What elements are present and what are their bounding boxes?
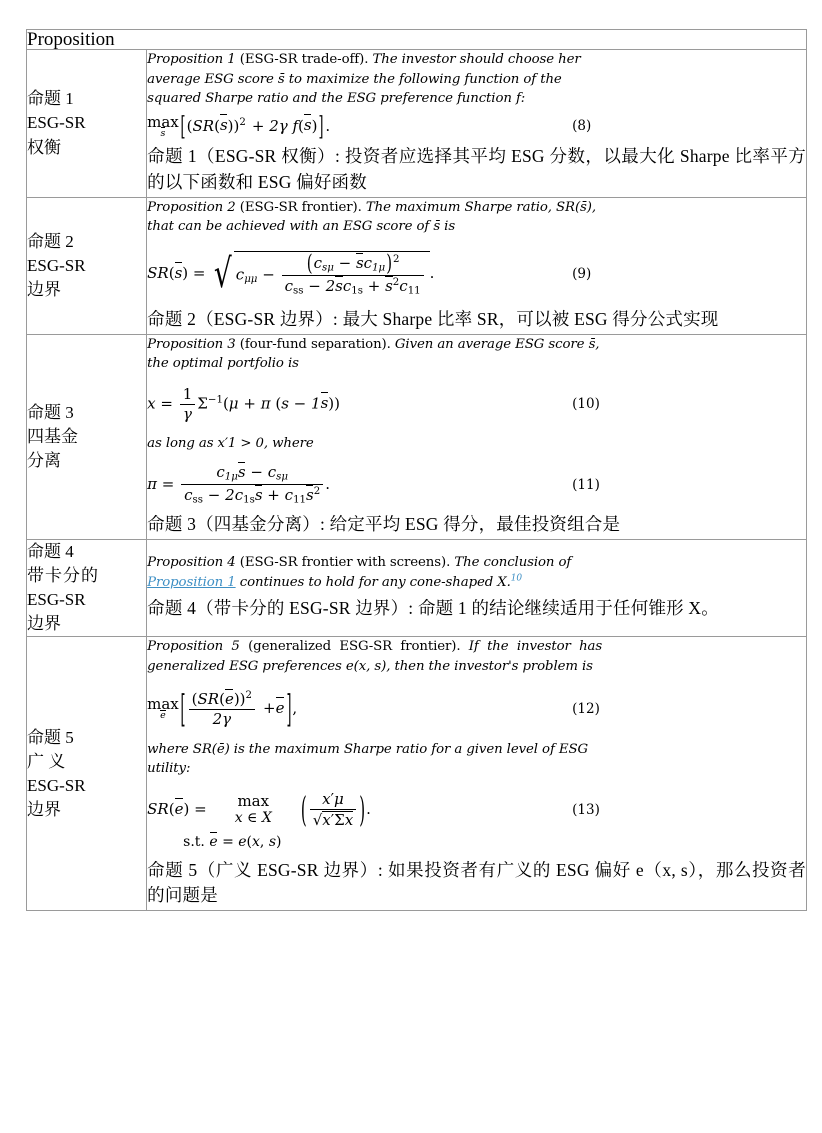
proposition-3-title: Proposition 3: [147, 336, 236, 352]
equation-11-number: (11): [572, 476, 600, 493]
proposition-5-statement: [147, 637, 602, 676]
equation-9-row: [147, 251, 806, 297]
equation-9-number: (9): [572, 265, 592, 282]
equation-13-constraint: s.t. e = e(x, s): [183, 833, 282, 850]
label-line: ESG-SR: [27, 590, 86, 610]
label-line: 带卡分的: [27, 566, 100, 585]
proposition-1-title: Proposition 1: [147, 52, 236, 67]
row-body-proposition-2: [147, 197, 807, 334]
proposition-5-title: Proposition 5: [147, 639, 240, 655]
row-label-proposition-3: [27, 334, 147, 539]
proposition-4-translation: 命题 4（带卡分的 ESG-SR 边界）: 命题 1 的结论继续适用于任何锥形 X。: [147, 598, 719, 619]
label-line: 四基金: [27, 426, 78, 446]
proposition-1-translation: 命题 1（ESG-SR 权衡）: 投资者应选择其平均 ESG 分数，以最大化 Sharpe 比率平方的以下函数和 ESG 偏好函数: [147, 146, 806, 192]
proposition-3-paren: (four-fund separation).: [239, 336, 391, 352]
equation-10-number: (10): [572, 396, 600, 413]
label-line: ESG-SR: [27, 113, 86, 133]
proposition-4-text-post: continues to hold for any cone-shaped X.: [235, 574, 511, 590]
label-line: 边界: [27, 800, 61, 819]
table-row: [27, 637, 807, 911]
label-line: 命题 2: [27, 231, 74, 251]
proposition-1-text: The investor should choose her average ESG score s̄ to maximize the following function of the squared Sharpe ratio and the ESG preference function f:: [147, 52, 581, 107]
label-line: 分离: [27, 450, 61, 470]
proposition-1-statement: [147, 50, 602, 109]
table-row: [27, 539, 807, 637]
proposition-2-text: The maximum Sharpe ratio, SR(s̄), that can be achieved with an ESG score of s̄ is: [147, 199, 596, 235]
equation-13-row: [147, 791, 806, 829]
proposition-1-crossref-link[interactable]: Proposition 1: [147, 574, 236, 590]
proposition-4-title: Proposition 4: [147, 555, 236, 571]
row-label-proposition-5: [27, 637, 147, 911]
proposition-5-translation: 命题 5（广义 ESG-SR 边界）: 如果投资者有广义的 ESG 偏好 e（x, s），那么投资者的问题是: [147, 859, 806, 906]
table-row: [27, 197, 807, 334]
label-line: 命题 5: [27, 727, 74, 747]
equation-10: x = $\frac{1}{\gamma}$ $\Sigma^{-1}(\mu + \pi$ (s − 1s)): [147, 384, 340, 423]
table-header-cell: Proposition: [27, 30, 807, 50]
proposition-1-paren: (ESG-SR trade-off).: [239, 52, 369, 67]
label-line: 命题 3: [27, 402, 74, 422]
proposition-5-text-2: where SR(ē) is the maximum Sharpe ratio for a given level of ESG utility:: [147, 741, 589, 777]
label-line: 命题 1: [27, 89, 74, 109]
equation-12: max e [ $\frac{(SR(e))^2}{2\gamma}$ +e],: [147, 686, 298, 732]
proposition-3-text-2: as long as x′1 > 0, where: [147, 436, 314, 452]
label-line: 广 义: [27, 751, 66, 771]
label-line: 权衡: [27, 137, 61, 157]
proposition-4-text-pre: The conclusion of: [454, 555, 572, 571]
proposition-3-text: Given an average ESG score s̄, the optimal portfolio is: [147, 336, 600, 372]
equation-13: SR(e) = max x ∈ X ( $\frac{x'\mu}{√x'\Sigma x}$ ).: [147, 789, 371, 831]
equation-8-number: (8): [572, 118, 592, 135]
equation-12-number: (12): [572, 701, 600, 718]
table-row: [27, 334, 807, 539]
proposition-4-statement: [147, 553, 602, 592]
row-body-proposition-3: [147, 334, 807, 539]
table-row: [27, 50, 807, 198]
proposition-5-text: If the investor has generalized ESG preferences e(x, s), then the investor's problem is: [147, 639, 603, 674]
equation-8-row: [147, 110, 806, 143]
equation-11-row: [147, 464, 806, 506]
equation-12-row: [147, 686, 806, 732]
label-line: 命题 4: [27, 541, 74, 561]
equation-11: π = $\frac{c_{1\mu}s - c_{s\mu}}{css - 2c1ss + c11s^2}$ .: [147, 462, 330, 506]
proposition-2-translation: 命题 2（ESG-SR 边界）: 最大 Sharpe 比率 SR，可以被 ESG 得分公式实现: [147, 308, 719, 329]
table-header-row: [27, 30, 807, 50]
proposition-2-title: Proposition 2: [147, 199, 236, 215]
proposition-3-statement: [147, 335, 602, 374]
equation-8: max s [$(SR(s))^2 + 2\gamma$ f(s)].: [147, 110, 331, 143]
footnote-marker-10[interactable]: 10: [510, 573, 523, 584]
label-line: 边界: [27, 279, 61, 299]
row-label-proposition-1: [27, 50, 147, 198]
equation-10-row: [147, 386, 806, 423]
row-body-proposition-4: [147, 539, 807, 637]
proposition-5-paren: (generalized ESG-SR frontier).: [248, 639, 461, 655]
equation-9: SR(s) = √ $c_{\mu\mu}$ − $\frac{(c_{s\mu} - sc_{1\mu})^2}{css - 2sc1s + s^2c11}$ .: [147, 249, 435, 297]
label-line: ESG-SR: [27, 255, 86, 275]
row-label-proposition-2: [27, 197, 147, 334]
row-label-proposition-4: [27, 539, 147, 637]
proposition-4-paren: (ESG-SR frontier with screens).: [239, 555, 451, 571]
proposition-table: [26, 29, 807, 911]
row-body-proposition-1: [147, 50, 807, 198]
proposition-2-statement: [147, 198, 602, 237]
row-body-proposition-5: [147, 637, 807, 911]
label-line: ESG-SR: [27, 775, 86, 795]
proposition-2-paren: (ESG-SR frontier).: [239, 199, 362, 215]
label-line: 边界: [27, 614, 61, 634]
equation-13-number: (13): [572, 801, 600, 818]
proposition-3-translation: 命题 3（四基金分离）: 给定平均 ESG 得分，最佳投资组合是: [147, 513, 621, 534]
